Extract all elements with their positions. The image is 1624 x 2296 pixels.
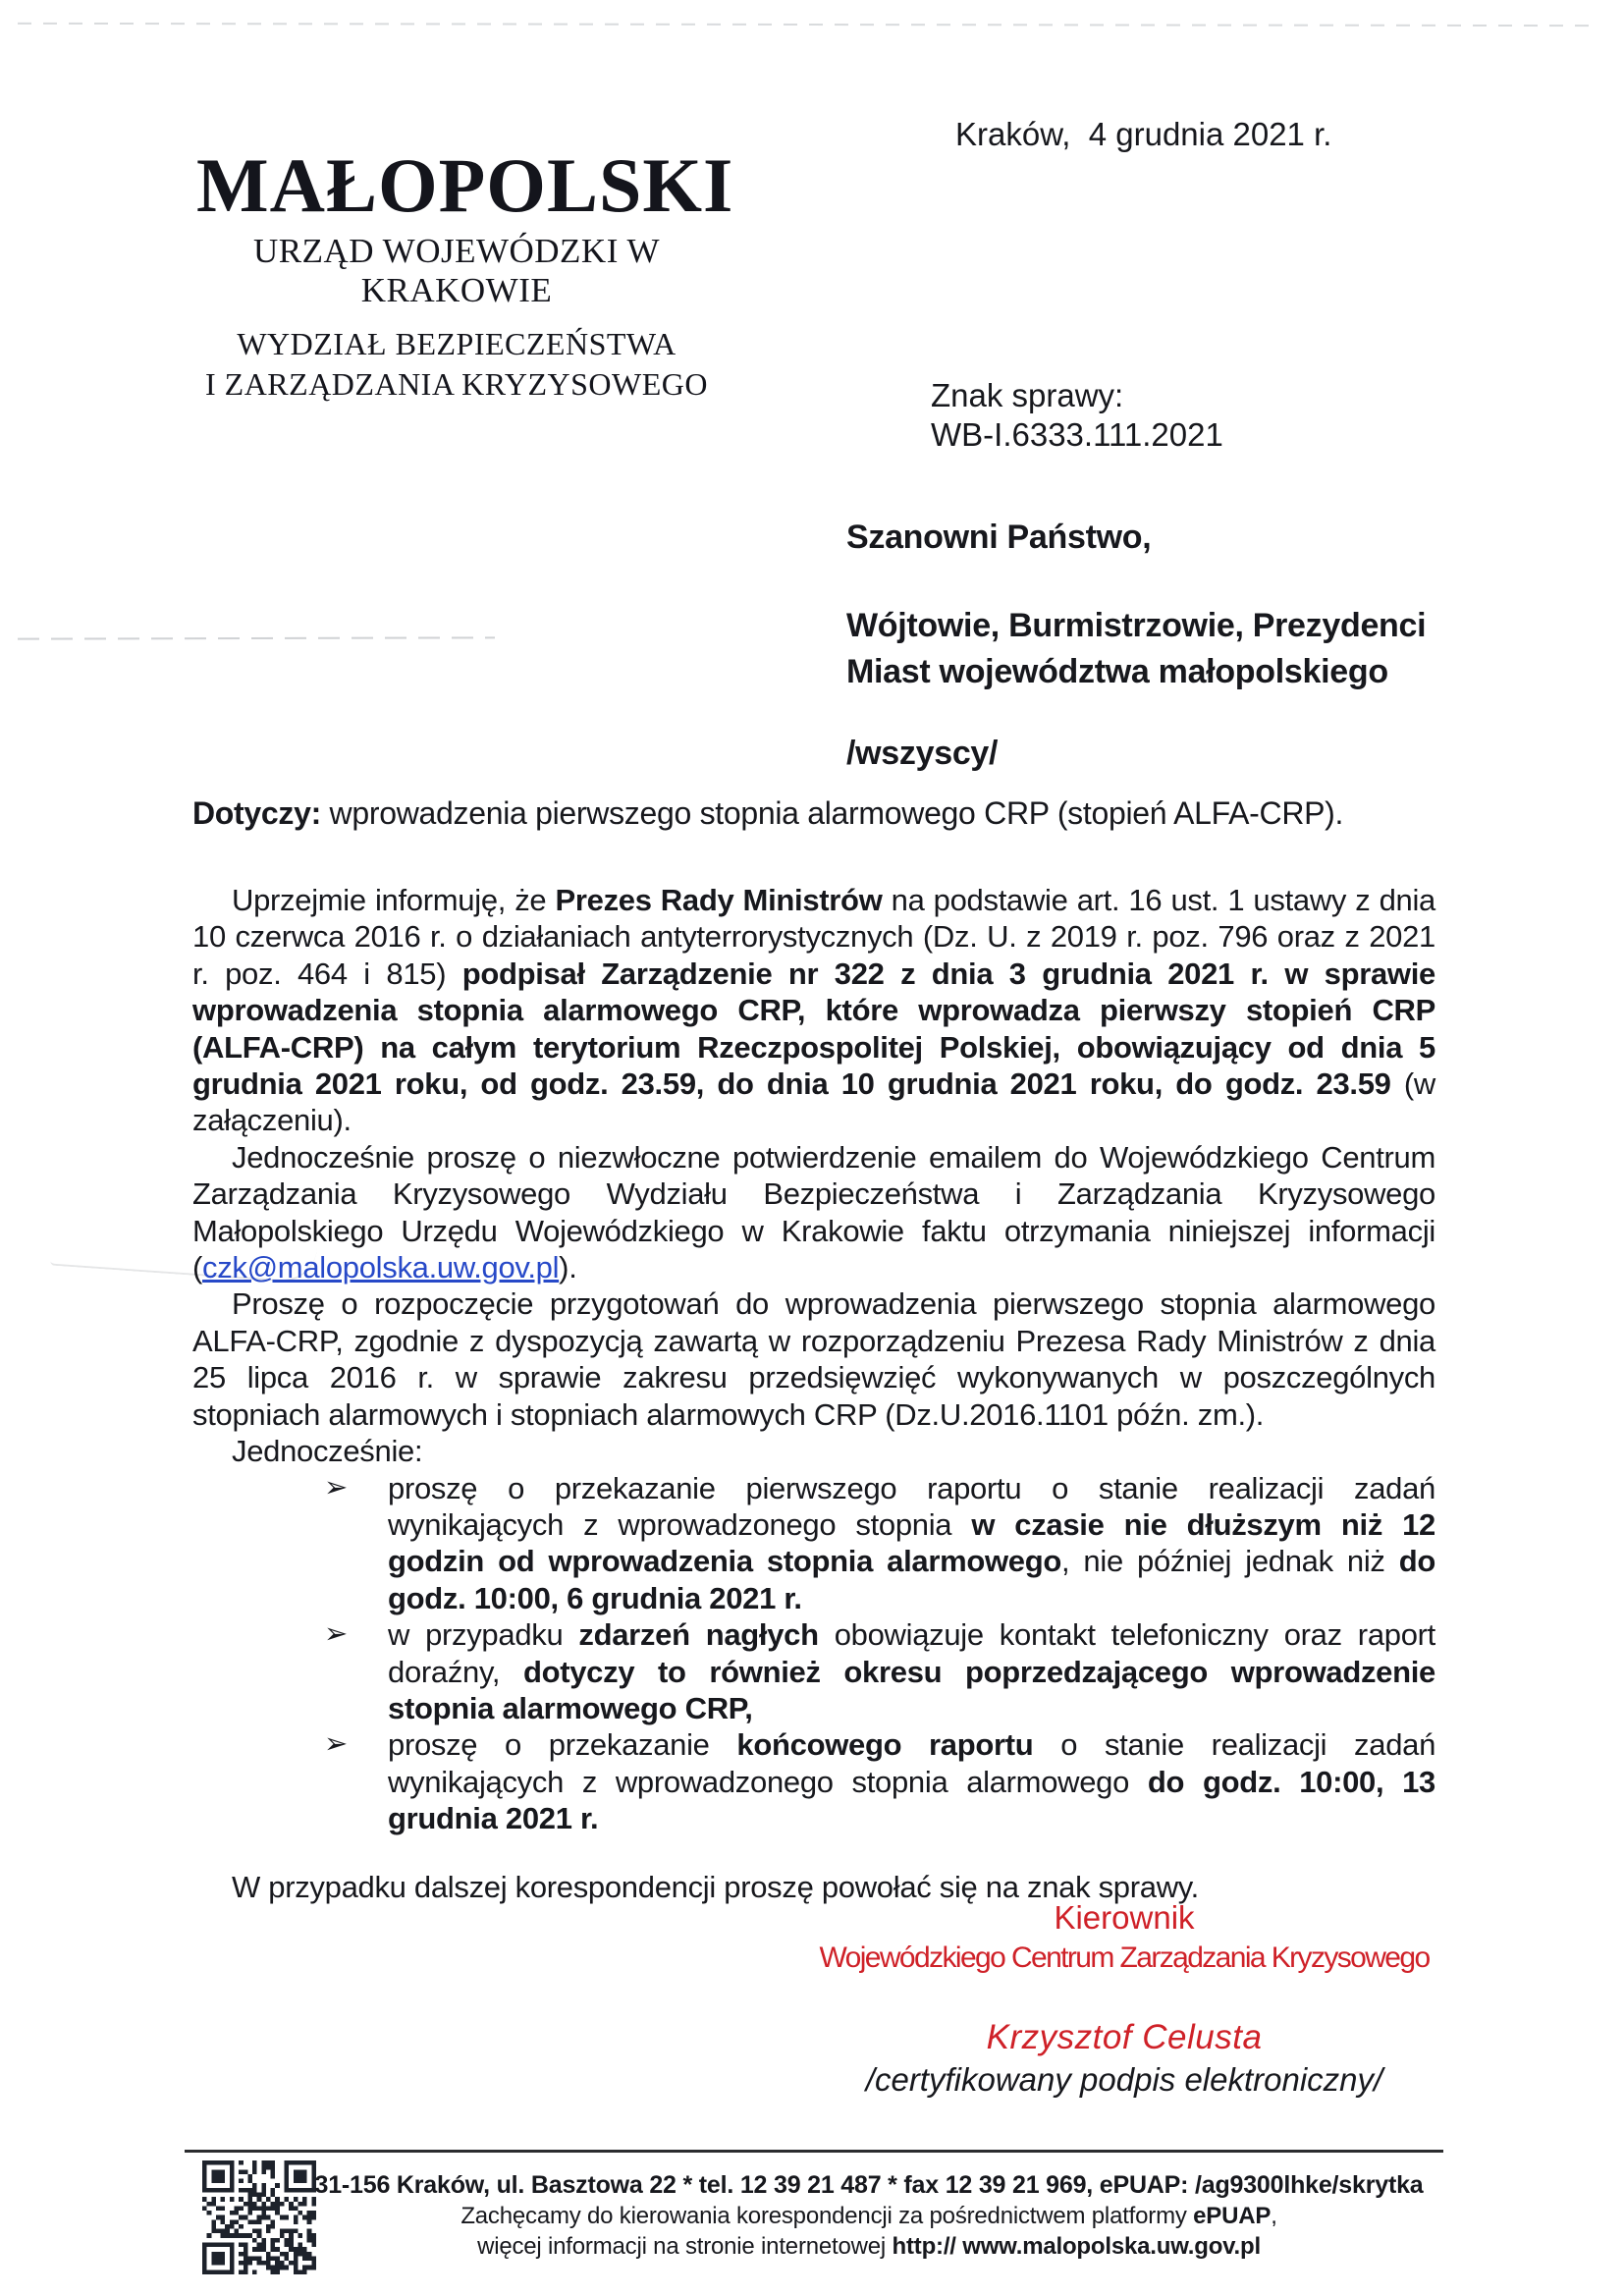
text-segment: podpisał Zarządzenie nr 322 z dnia 3 grudnia 2021 r. w sprawie wprowadzenia stopnia alarmowego CRP, które wprowadza pierwszy stopień CRP (ALFA-CRP) na całym terytorium Rzeczpospolitej Polskiej, obowiązujący od dnia 5 grudnia 2021 roku, od godz. 23.59, do dnia 10 grudnia 2021 roku, do godz. 23.59	[192, 956, 1435, 1102]
addressee	[846, 603, 1426, 695]
text-segment: Proszę o rozpoczęcie przygotowań do wprowadzenia pierwszego stopnia alarmowego ALFA-CRP, zgodnie z dyspozycją zawartą w rozporządzeniu Prezesa Rady Ministrów z dnia 25 lipca 2016 r. w sprawie zakresu przedsięwzięć wykonywanych w poszczególnych stopniach alarmowych i stopniach alarmowych CRP (Dz.U.2016.1101 późn. zm.).	[192, 1286, 1435, 1432]
text-segment: o stanie realizacji zadań wynikających z wprowadzonego stopnia alarmowego	[388, 1727, 1436, 1799]
paragraph	[192, 882, 1435, 1139]
subject-line	[192, 795, 1439, 832]
text-segment: Jednocześnie:	[232, 1434, 423, 1469]
bullet-text	[388, 1471, 1435, 1615]
email-link[interactable]: czk@malopolska.uw.gov.pl	[202, 1250, 560, 1285]
text-segment: do godz. 10:00, 6 grudnia 2021 r.	[388, 1544, 1435, 1615]
text-segment: Dotyczy:	[192, 795, 321, 831]
case-number-block	[931, 376, 1223, 455]
text-segment: ,	[1271, 2203, 1277, 2229]
footer-epuap-line	[314, 2201, 1424, 2231]
footer-website-line	[314, 2231, 1424, 2262]
footer-divider	[185, 2150, 1443, 2153]
text-segment: na podstawie art. 16 ust. 1 ustawy z dnia 10 czerwca 2016 r. o działaniach antyterrorystycznych (Dz. U. z 2019 r. poz. 796 oraz z 2021 r. poz. 464 i 815)	[192, 883, 1435, 991]
text-segment: w przypadku	[388, 1617, 579, 1653]
text-segment: zdarzeń nagłych	[578, 1617, 819, 1653]
arrow-bullet-icon: ➢	[324, 1728, 348, 1761]
text-segment: 31-156 Kraków, ul. Basztowa 22 * tel. 12 39 21 487 * fax 12 39 21 969, ePUAP: /ag9300lhke/skrytka	[314, 2171, 1424, 2199]
addressee-all-note: /wszyscy/	[846, 735, 999, 772]
text-segment: dotyczy to również okresu poprzedzającego wprowadzenie stopnia alarmowego CRP,	[388, 1654, 1436, 1725]
qr-code	[199, 2160, 319, 2274]
signature-block	[805, 1899, 1443, 2099]
paragraph	[192, 1139, 1435, 1286]
addressee-line2: Miast województwa małopolskiego	[846, 653, 1388, 690]
text-segment: Uprzejmie informuję, że	[232, 883, 556, 917]
text-segment: do godz. 10:00, 13 grudnia 2021 r.	[388, 1764, 1435, 1836]
text-segment: końcowego raportu	[736, 1727, 1034, 1763]
letterhead	[196, 142, 734, 403]
date-line: Kraków, 4 grudnia 2021 r.	[955, 116, 1332, 152]
signer-org: Wojewódzkiego Centrum Zarządzania Kryzysowego	[819, 1941, 1430, 1974]
scan-artifact-line	[18, 636, 495, 639]
department-line1: WYDZIAŁ BEZPIECZEŃSTWA	[237, 326, 677, 361]
text-segment: (w załączeniu).	[192, 1066, 1435, 1138]
bullet-text	[388, 1617, 1435, 1725]
footer-address-line	[314, 2170, 1424, 2201]
bullet-list	[324, 1470, 1435, 1837]
signer-name: Krzysztof Celusta	[986, 2018, 1263, 2056]
arrow-bullet-icon: ➢	[324, 1618, 348, 1651]
bullet-text	[388, 1727, 1435, 1835]
department-line2: I ZARZĄDZANIA KRYZYSOWEGO	[204, 366, 708, 402]
text-segment: proszę o przekazanie pierwszego raportu o stanie realizacji zadań wynikających z wprowadzonego stopnia	[388, 1470, 1435, 1542]
scan-artifact-line	[18, 23, 1598, 27]
bullet-item	[324, 1726, 1435, 1836]
org-subtitle: URZĄD WOJEWÓDZKI W KRAKOWIE	[252, 232, 661, 309]
text-segment: http:// www.malopolska.uw.gov.pl	[892, 2233, 1261, 2260]
addressee-line1: Wójtowie, Burmistrzowie, Prezydenci	[846, 607, 1427, 644]
text-segment: Jednocześnie proszę o niezwłoczne potwierdzenie emailem do Wojewódzkiego Centrum Zarządzania Kryzysowego Wydziału Bezpieczeństwa i Zarządzania Kryzysowego Małopolskiego Urzędu Wojewódzkiego w Krakowie faktu otrzymania niniejszej informacji (	[192, 1139, 1435, 1285]
footer	[314, 2170, 1424, 2262]
text-segment: Zachęcamy do kierowania korespondencji za pośrednictwem platformy	[460, 2203, 1194, 2229]
text-segment: , nie później jednak niż	[1061, 1544, 1399, 1579]
text-segment: w czasie nie dłuższym niż 12 godzin od wprowadzenia stopnia alarmowego	[388, 1506, 1435, 1579]
signature-note: /certyfikowany podpis elektroniczny/	[865, 2061, 1383, 2098]
text-segment: ePUAP	[1193, 2203, 1272, 2229]
text-segment: Prezes Rady Ministrów	[555, 883, 883, 917]
case-number: WB-I.6333.111.2021	[931, 416, 1223, 453]
bullet-item	[324, 1616, 1435, 1726]
salutation: Szanowni Państwo,	[846, 519, 1152, 556]
text-segment: wprowadzenia pierwszego stopnia alarmowego CRP (stopień ALFA-CRP).	[320, 795, 1344, 831]
closing-line: W przypadku dalszej korespondencji proszę powołać się na znak sprawy.	[232, 1869, 1199, 1904]
case-label: Znak sprawy:	[931, 377, 1124, 413]
text-segment: proszę o przekazanie	[388, 1727, 737, 1763]
bullet-item	[324, 1470, 1435, 1617]
paragraph	[192, 1433, 1435, 1469]
arrow-bullet-icon: ➢	[324, 1471, 348, 1503]
text-segment: obowiązuje kontakt telefoniczny oraz raport doraźny,	[388, 1617, 1435, 1689]
letter-body	[192, 882, 1435, 1905]
text-segment: więcej informacji na stronie internetowej	[477, 2233, 893, 2260]
org-name: MAŁOPOLSKI	[196, 142, 734, 228]
paragraph	[192, 1285, 1435, 1433]
signer-title: Kierownik	[1054, 1899, 1195, 1936]
text-segment: ).	[559, 1250, 577, 1285]
